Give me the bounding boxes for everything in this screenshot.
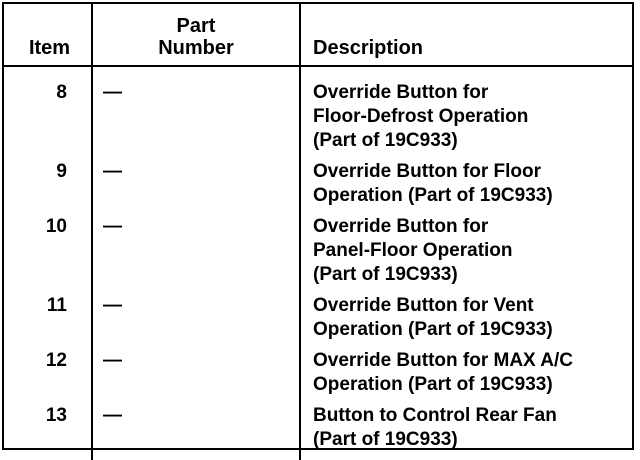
table-row bbox=[4, 153, 632, 208]
part-number: — bbox=[92, 287, 300, 342]
table-row bbox=[4, 66, 632, 153]
description-line: Button to Control Rear Fan bbox=[313, 405, 557, 426]
header-part-number-line1: Part bbox=[176, 15, 216, 37]
description bbox=[300, 66, 632, 153]
table-row bbox=[4, 287, 632, 342]
header-part-number bbox=[92, 4, 300, 66]
table-row bbox=[4, 208, 632, 287]
parts-table bbox=[4, 4, 632, 460]
description-line: Override Button for MAX A/C bbox=[313, 350, 574, 371]
description bbox=[300, 153, 632, 208]
header-part-number-line2: Number bbox=[158, 37, 234, 59]
part-number: — bbox=[92, 397, 300, 460]
description-line: Override Button for bbox=[313, 216, 489, 237]
header-description: Description bbox=[300, 4, 632, 66]
description-line: (Part of 19C933) bbox=[313, 264, 458, 285]
description-line: (Part of 19C933) bbox=[313, 429, 458, 450]
description bbox=[300, 397, 632, 460]
description-line: (Part of 19C933) bbox=[313, 130, 458, 151]
description bbox=[300, 287, 632, 342]
item-number: 9 bbox=[56, 161, 67, 182]
description-line: Panel-Floor Operation bbox=[313, 240, 513, 261]
description-line: Override Button for bbox=[313, 82, 489, 103]
description-line: Operation (Part of 19C933) bbox=[313, 185, 553, 206]
item-number: 11 bbox=[46, 295, 67, 316]
description-line: Operation (Part of 19C933) bbox=[313, 319, 553, 340]
item-number: 12 bbox=[45, 350, 67, 371]
description-line: Floor-Defrost Operation bbox=[313, 106, 529, 127]
part-number: — bbox=[92, 342, 300, 397]
header-item: Item bbox=[4, 4, 92, 66]
parts-table-frame bbox=[2, 2, 634, 450]
description bbox=[300, 208, 632, 287]
table-row bbox=[4, 397, 632, 460]
item-number: 10 bbox=[45, 216, 67, 237]
part-number: — bbox=[92, 66, 300, 153]
description-line: Override Button for Vent bbox=[313, 295, 534, 316]
description bbox=[300, 342, 632, 397]
description-line: Override Button for Floor bbox=[313, 161, 541, 182]
item-number: 8 bbox=[56, 82, 67, 103]
item-number: 13 bbox=[45, 405, 67, 426]
table-row bbox=[4, 342, 632, 397]
header-row bbox=[4, 4, 632, 66]
description-line: Operation (Part of 19C933) bbox=[313, 374, 553, 395]
part-number: — bbox=[92, 153, 300, 208]
part-number: — bbox=[92, 208, 300, 287]
